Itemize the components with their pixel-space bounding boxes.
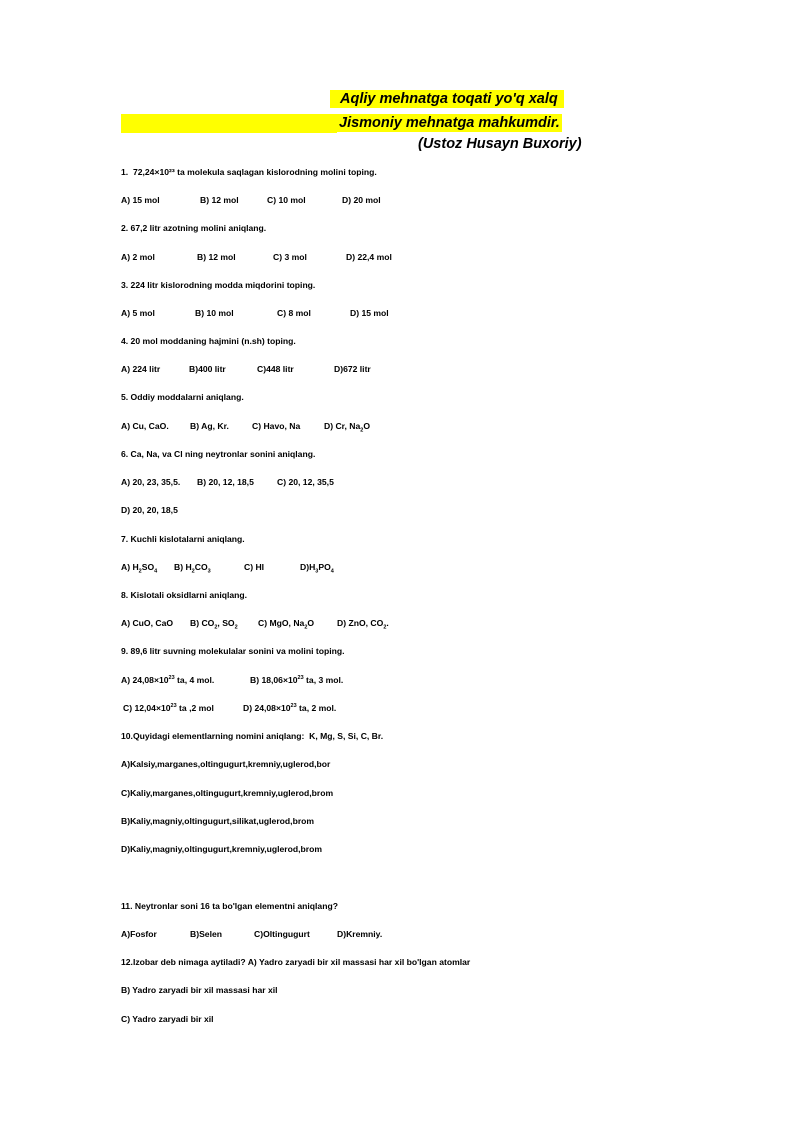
answer-5c: C) Havo, Na (252, 421, 301, 431)
answer-9a: A) $24,08\times 10^{23}$ ta, 4 mol. (121, 675, 215, 685)
answer-2a: A) 2 mol (121, 252, 155, 262)
answer-11c: C)Oltingugurt (254, 929, 310, 939)
answer-11d: D)Kremniy. (337, 929, 383, 939)
answer-7a: A) $H_2SO_4$ (121, 562, 158, 575)
answer-10a: A)Kalsiy,marganes,oltingugurt,kremniy,uglerod,bor (121, 759, 331, 769)
answer-6d: D) 20, 20, 18,5 (121, 505, 178, 515)
answer-3d: D) 15 mol (350, 308, 389, 318)
answer-5b: B) Ag, Kr. (190, 421, 229, 431)
question-12: 12.Izobar deb nimaga aytiladi? A) Yadro zaryadi bir xil massasi har xil bo'lgan atomlar (121, 957, 471, 967)
answer-4d: D)672 litr (334, 364, 371, 374)
answer-1a: A) 15 mol (121, 195, 160, 205)
answer-11b: B)Selen (190, 929, 222, 939)
question-1: 1. 72,24×10²³ ta molekula saqlagan kislorodning molini toping. (121, 167, 377, 177)
answer-6b: B) 20, 12, 18,5 (197, 477, 254, 487)
answer-1d: D) 20 mol (342, 195, 381, 205)
answer-3a: A) 5 mol (121, 308, 155, 318)
question-2: 2. 67,2 litr azotning molini aniqlang. (121, 223, 267, 233)
answer-8a: A) CuO, CaO (121, 618, 174, 628)
epigraph-author: (Ustoz Husayn Buxoriy) (418, 136, 582, 152)
answer-2c: C) 3 mol (273, 252, 307, 262)
answer-4c: C)448 litr (257, 364, 294, 374)
question-6: 6. Ca, Na, va Cl ning neytronlar sonini aniqlang. (121, 449, 316, 459)
answer-11a: A)Fosfor (121, 929, 157, 939)
question-3: 3. 224 litr kislorodning modda miqdorini toping. (121, 280, 316, 290)
epigraph-line-2: Jismoniy mehnatga mahkumdir. (339, 115, 560, 131)
epigraph-line-1: Aqliy mehnatga toqati yo'q xalq (330, 90, 564, 108)
question-10: 10.Quyidagi elementlarning nomini aniqlang: K, Mg, S, Si, C, Br. (121, 731, 384, 741)
answer-5d: D) Cr, $Na_2O$ (324, 421, 371, 434)
answer-9b: B) $18,06\times 10^{23}$ ta, 3 mol. (250, 675, 344, 685)
answer-9d: D) $24,08\times 10^{23}$ ta, 2 mol. (243, 703, 337, 713)
answer-3b: B) 10 mol (195, 308, 234, 318)
answer-7c: C) HI (244, 562, 265, 572)
answer-4a: A) 224 litr (121, 364, 161, 374)
epigraph-highlight-left (121, 114, 337, 133)
question-11: 11. Neytronlar soni 16 ta bo'lgan elementni aniqlang? (121, 901, 338, 911)
answer-9c: C) $12,04\times 10^{23}$ ta ,2 mol (123, 703, 214, 713)
question-9: 9. 89,6 litr suvning molekulalar sonini va molini toping. (121, 646, 345, 656)
answer-8b: B) $CO_2$, $SO_2$ (190, 618, 238, 631)
answer-1c: C) 10 mol (267, 195, 306, 205)
answer-10b: B)Kaliy,magniy,oltingugurt,silikat,uglerod,brom (121, 816, 315, 826)
answer-3c: C) 8 mol (277, 308, 311, 318)
answer-10d: D)Kaliy,magniy,oltingugurt,kremniy,uglerod,brom (121, 844, 323, 854)
answer-6a: A) 20, 23, 35,5. (121, 477, 181, 487)
answer-10c: C)Kaliy,marganes,oltingugurt,kremniy,uglerod,brom (121, 788, 334, 798)
question-8: 8. Kislotali oksidlarni aniqlang. (121, 590, 248, 600)
question-4: 4. 20 mol moddaning hajmini (n.sh) toping. (121, 336, 296, 346)
answer-8c: C) MgO, $Na_2O$ (258, 618, 315, 631)
answer-1b: B) 12 mol (200, 195, 239, 205)
answer-6c: C) 20, 12, 35,5 (277, 477, 334, 487)
question-5: 5. Oddiy moddalarni aniqlang. (121, 392, 244, 402)
answer-7d: $D)H_3PO_4$ (300, 562, 334, 575)
question-7: 7. Kuchli kislotalarni aniqlang. (121, 534, 245, 544)
answer-7b: B) $H_2CO_3$ (174, 562, 211, 575)
answer-2d: D) 22,4 mol (346, 252, 392, 262)
answer-12b: B) Yadro zaryadi bir xil massasi har xil (121, 985, 278, 995)
answer-4b: B)400 litr (189, 364, 226, 374)
answer-5a: A) Cu, CaO. (121, 421, 169, 431)
answer-2b: B) 12 mol (197, 252, 236, 262)
answer-12c: C) Yadro zaryadi bir xil (121, 1014, 214, 1024)
answer-8d: D) ZnO, $CO_2$. (337, 618, 389, 631)
